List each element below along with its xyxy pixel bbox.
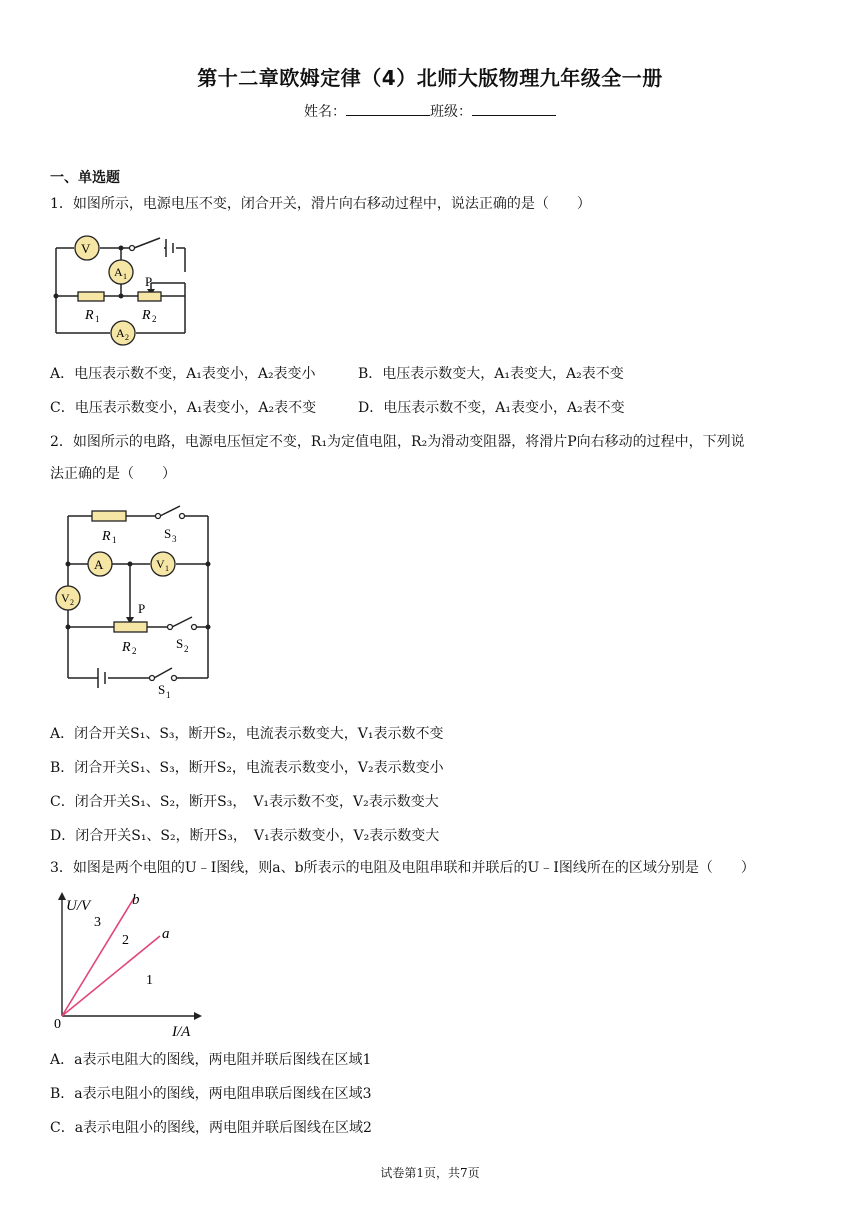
q3-region2-label: 2 [122, 933, 129, 948]
q1-slider-label: P [145, 274, 153, 289]
page-title: 第十二章欧姆定律（4）北师大版物理九年级全一册 [197, 66, 663, 90]
q2-option-b: B．闭合开关S₁、S₃，断开S₂，电流表示数变小，V₂表示数变小 [50, 760, 444, 776]
q2-s2-sub: 2 [184, 644, 189, 654]
q3-y-axis-label: U/V [66, 898, 91, 914]
q1-a2-sub: 2 [125, 333, 129, 342]
q2-option-a: A．闭合开关S₁、S₃，断开S₂，电流表示数变大，V₁表示数不变 [50, 726, 444, 742]
q2-circuit-diagram [52, 500, 217, 700]
q1-option-c: C．电压表示数变小，A₁表变小，A₂表不变 [50, 400, 317, 416]
q3-stem: 3．如图是两个电阻的U﹣I图线，则a、b所表示的电阻及电阻串联和并联后的U﹣I图线所在的区域分别是（ ） [50, 860, 755, 876]
q3-origin-label: 0 [54, 1017, 61, 1032]
q2-v1-sub: 1 [165, 564, 169, 573]
q1-a1-sub: 1 [123, 272, 127, 281]
q2-s3-label: S [164, 526, 172, 541]
q2-s3-sub: 3 [172, 534, 177, 544]
q2-r1-sub: 1 [112, 535, 117, 545]
q2-v1-label: V [156, 557, 165, 571]
q1-option-a: A．电压表示数不变，A₁表变小，A₂表变小 [50, 366, 316, 382]
q1-option-b: B．电压表示数变大，A₁表变大，A₂表不变 [358, 366, 624, 382]
student-info-line [0, 101, 860, 121]
q1-r2-label: R [142, 308, 151, 323]
q2-option-d: D．闭合开关S₁、S₂，断开S₃， V₁表示数变小，V₂表示数变大 [50, 828, 440, 844]
q1-voltmeter-label: V [81, 241, 91, 256]
q3-x-axis-label: I/A [172, 1024, 191, 1038]
q3-line-b-label: b [132, 892, 140, 908]
q1-resistor-r1-icon [78, 292, 104, 301]
q1-a2-label: A [116, 326, 125, 340]
name-label: 姓名： [304, 104, 346, 120]
q2-s1-sub: 1 [166, 690, 171, 700]
q1-circuit-diagram [52, 228, 197, 346]
q2-option-c: C．闭合开关S₁、S₂，断开S₃， V₁表示数不变，V₂表示数变大 [50, 794, 439, 810]
q3-line-a-label: a [162, 926, 170, 942]
q2-v2-sub: 2 [70, 598, 74, 607]
q3-region3-label: 3 [94, 915, 101, 930]
q1-r1-label: R [85, 308, 94, 323]
q2-v2-label: V [61, 591, 70, 605]
q1-a1-label: A [114, 265, 123, 279]
q2-resistor-r1-icon [92, 511, 126, 521]
q2-s2-label: S [176, 636, 184, 651]
name-blank[interactable] [346, 103, 430, 116]
q3-option-c: C．a表示电阻小的图线，两电阻并联后图线在区域2 [50, 1120, 372, 1136]
q3-option-b: B．a表示电阻小的图线，两电阻串联后图线在区域3 [50, 1086, 372, 1102]
q2-slider-label: P [138, 601, 146, 616]
section-title: 一、单选题 [50, 170, 120, 186]
q2-resistor-r2-icon [114, 622, 147, 632]
q1-resistor-r2-icon [138, 292, 161, 301]
q3-option-a: A．a表示电阻大的图线，两电阻并联后图线在区域1 [50, 1052, 372, 1068]
class-label: 班级： [430, 104, 472, 120]
q2-r1-label: R [102, 529, 111, 544]
q3-ui-graph [48, 890, 208, 1038]
q2-a-label: A [94, 557, 104, 572]
q1-option-d: D．电压表示数不变，A₁表变小，A₂表不变 [358, 400, 625, 416]
q1-r2-sub: 2 [152, 314, 157, 324]
q2-s1-label: S [158, 682, 166, 697]
q3-region1-label: 1 [146, 973, 153, 988]
q2-stem-line1: 2．如图所示的电路，电源电压恒定不变，R₁为定值电阻，R₂为滑动变阻器，将滑片P向右移动的过程中，下列说 [50, 434, 745, 450]
q2-r2-sub: 2 [132, 646, 137, 656]
q2-r2-label: R [122, 640, 131, 655]
q1-stem: 1．如图所示，电源电压不变，闭合开关，滑片向右移动过程中，说法正确的是（ ） [50, 196, 591, 212]
page-footer: 试卷第1页，共7页 [380, 1166, 480, 1180]
class-blank[interactable] [472, 103, 556, 116]
q2-stem-line2: 法正确的是（ ） [50, 466, 176, 482]
q1-r1-sub: 1 [95, 314, 100, 324]
